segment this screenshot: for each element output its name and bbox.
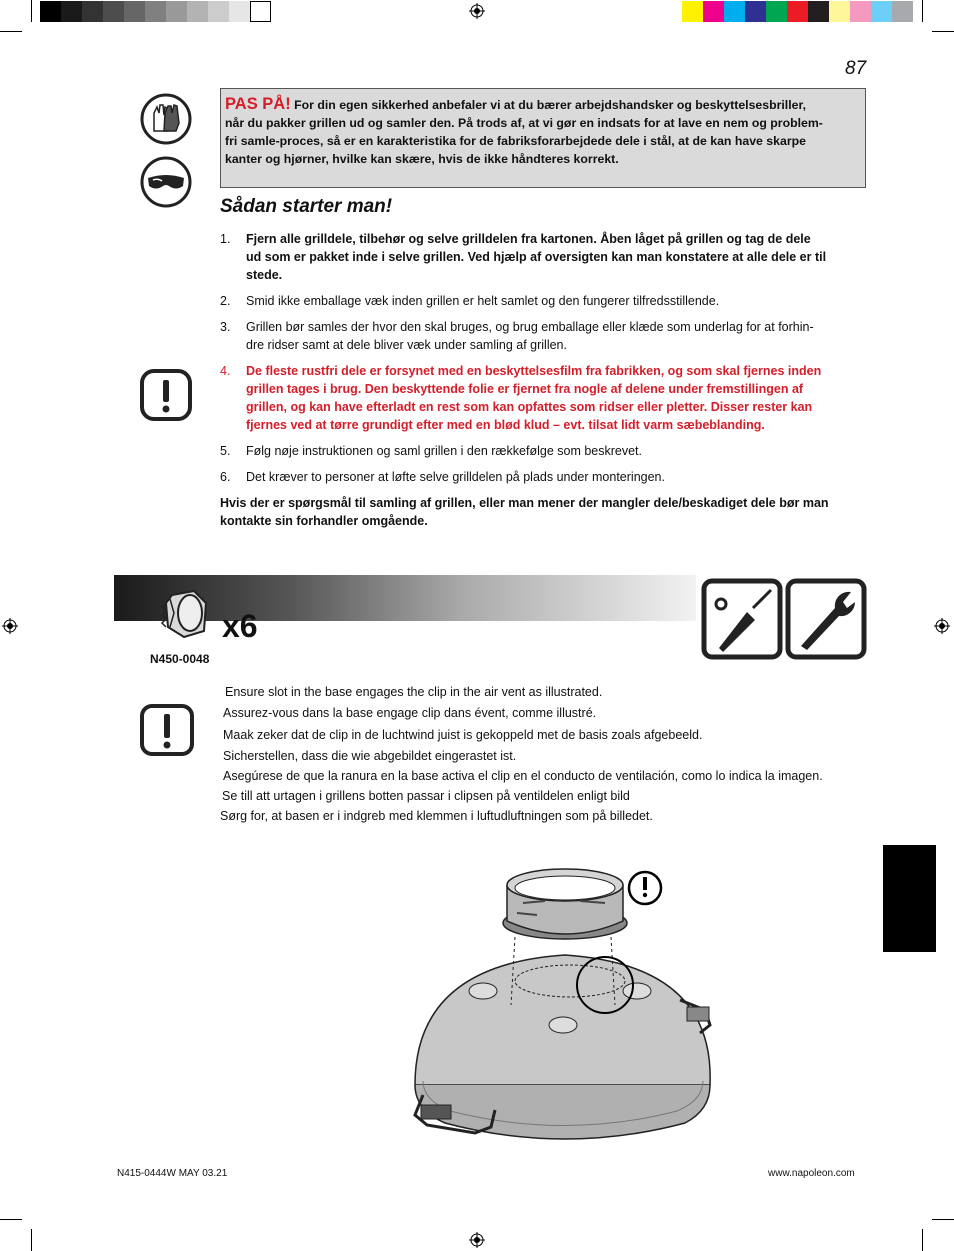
step-line: De fleste rustfri dele er forsynet med en beskyttelsesfilm fra fabrikken, og som skal fjernes inden bbox=[246, 364, 822, 378]
step-line: Det kræver to personer at løfte selve grilldelen på plads under monteringen. bbox=[246, 470, 665, 484]
step-number: 4. bbox=[220, 364, 231, 378]
step-line: fjernes ved at tørre grundigt efter med en blød klud – evt. tilsat lidt varm sæbeblanding. bbox=[246, 418, 765, 432]
step-number: 1. bbox=[220, 232, 231, 246]
step-line: dre ridser samt at dele bliver væk under samling af grillen. bbox=[246, 338, 567, 352]
instruction-fr: Assurez-vous dans la base engage clip dans évent, comme illustré. bbox=[223, 706, 597, 720]
step-number: 6. bbox=[220, 470, 231, 484]
registration-mark-icon bbox=[2, 618, 18, 634]
safety-glasses-icon bbox=[140, 156, 192, 208]
warning-line: kanter og hjørner, hvilke kan skære, hvis de ikke håndteres korrekt. bbox=[225, 152, 619, 166]
footer-website: www.napoleon.com bbox=[768, 1168, 855, 1179]
warning-line: når du pakker grillen ud og samler den. På trods af, at vi gør en indsats for at lave en nem og problem- bbox=[225, 116, 823, 130]
instruction-nl: Maak zeker dat de clip in de luchtwind juist is gekoppeld met de basis zoals afgebeeld. bbox=[223, 728, 703, 742]
screwdriver-icon bbox=[701, 578, 783, 660]
caution-icon bbox=[139, 703, 195, 757]
step-line: Smid ikke emballage væk inden grillen er helt samlet og den fungerer tilfredsstillende. bbox=[246, 294, 720, 308]
instruction-es: Asegúrese de que la ranura en la base activa el clip en el conducto de ventilación, como lo indica la imagen. bbox=[223, 769, 823, 783]
warning-box bbox=[220, 88, 866, 188]
warning-line: fri samle-proces, så er en karakteristika for de fabriksforarbejdede dele i stål, at de kan have skarpe bbox=[225, 134, 806, 148]
instruction-de: Sicherstellen, dass die wie abgebildet eingerastet ist. bbox=[223, 749, 517, 763]
footer-document-code: N415-0444W MAY 03.21 bbox=[117, 1168, 228, 1179]
step-line: grillen tages i brug. Den beskyttende folie er fjernet fra nogle af delene under fremstillingen af bbox=[246, 382, 804, 396]
step-line: ud som er pakket inde i selve grillen. Ved hjælp af oversigten kan man konstatere at alle dele er til bbox=[246, 250, 827, 264]
instruction-da: Sørg for, at basen er i indgreb med klemmen i luftudluftningen som på billedet. bbox=[220, 809, 653, 823]
part-quantity: x6 bbox=[222, 608, 258, 644]
registration-mark-icon bbox=[469, 1232, 485, 1248]
step-number: 3. bbox=[220, 320, 231, 334]
warning-line: For din egen sikkerhed anbefaler vi at du bærer arbejdshandsker og beskyttelsesbriller, bbox=[294, 98, 806, 112]
wrench-icon bbox=[785, 578, 867, 660]
registration-mark-icon bbox=[469, 3, 485, 19]
step-number: 2. bbox=[220, 294, 231, 308]
instruction-sv: Se till att urtagen i grillens botten passar i clipsen på ventildelen enligt bild bbox=[222, 789, 630, 803]
registration-mark-icon bbox=[934, 618, 950, 634]
closing-line: Hvis der er spørgsmål til samling af grillen, eller man mener der mangler dele/beskadiget dele bør man bbox=[220, 496, 829, 510]
page-number: 87 bbox=[845, 58, 867, 79]
gloves-icon bbox=[140, 93, 192, 145]
closing-line: kontakte sin forhandler omgående. bbox=[220, 514, 428, 528]
grill-base-illustration bbox=[405, 855, 725, 1155]
step-number: 5. bbox=[220, 444, 231, 458]
instruction-en: Ensure slot in the base engages the clip in the air vent as illustrated. bbox=[225, 685, 603, 699]
section-heading: Sådan starter man! bbox=[220, 196, 393, 217]
caution-icon bbox=[139, 368, 193, 422]
warning-title: PAS PÅ! bbox=[225, 95, 291, 113]
part-number: N450-0048 bbox=[150, 652, 210, 666]
step-line: Grillen bør samles der hvor den skal bruges, og brug emballage eller klæde som underlag for at forhin- bbox=[246, 320, 814, 334]
step-line: grillen, og kan have efterladt en rest som kan opfattes som ridser eller pletter. Disser rester kan bbox=[246, 400, 813, 414]
step-line: Fjern alle grilldele, tilbehør og selve grilldelen fra kartonen. Åben låget på grillen og tag de dele bbox=[246, 232, 811, 246]
step-line: stede. bbox=[246, 268, 283, 282]
closing-note bbox=[220, 494, 870, 530]
step-line: Følg nøje instruktionen og saml grillen i den rækkefølge som beskrevet. bbox=[246, 444, 642, 458]
language-tab bbox=[883, 845, 936, 952]
nut-icon bbox=[160, 587, 210, 641]
